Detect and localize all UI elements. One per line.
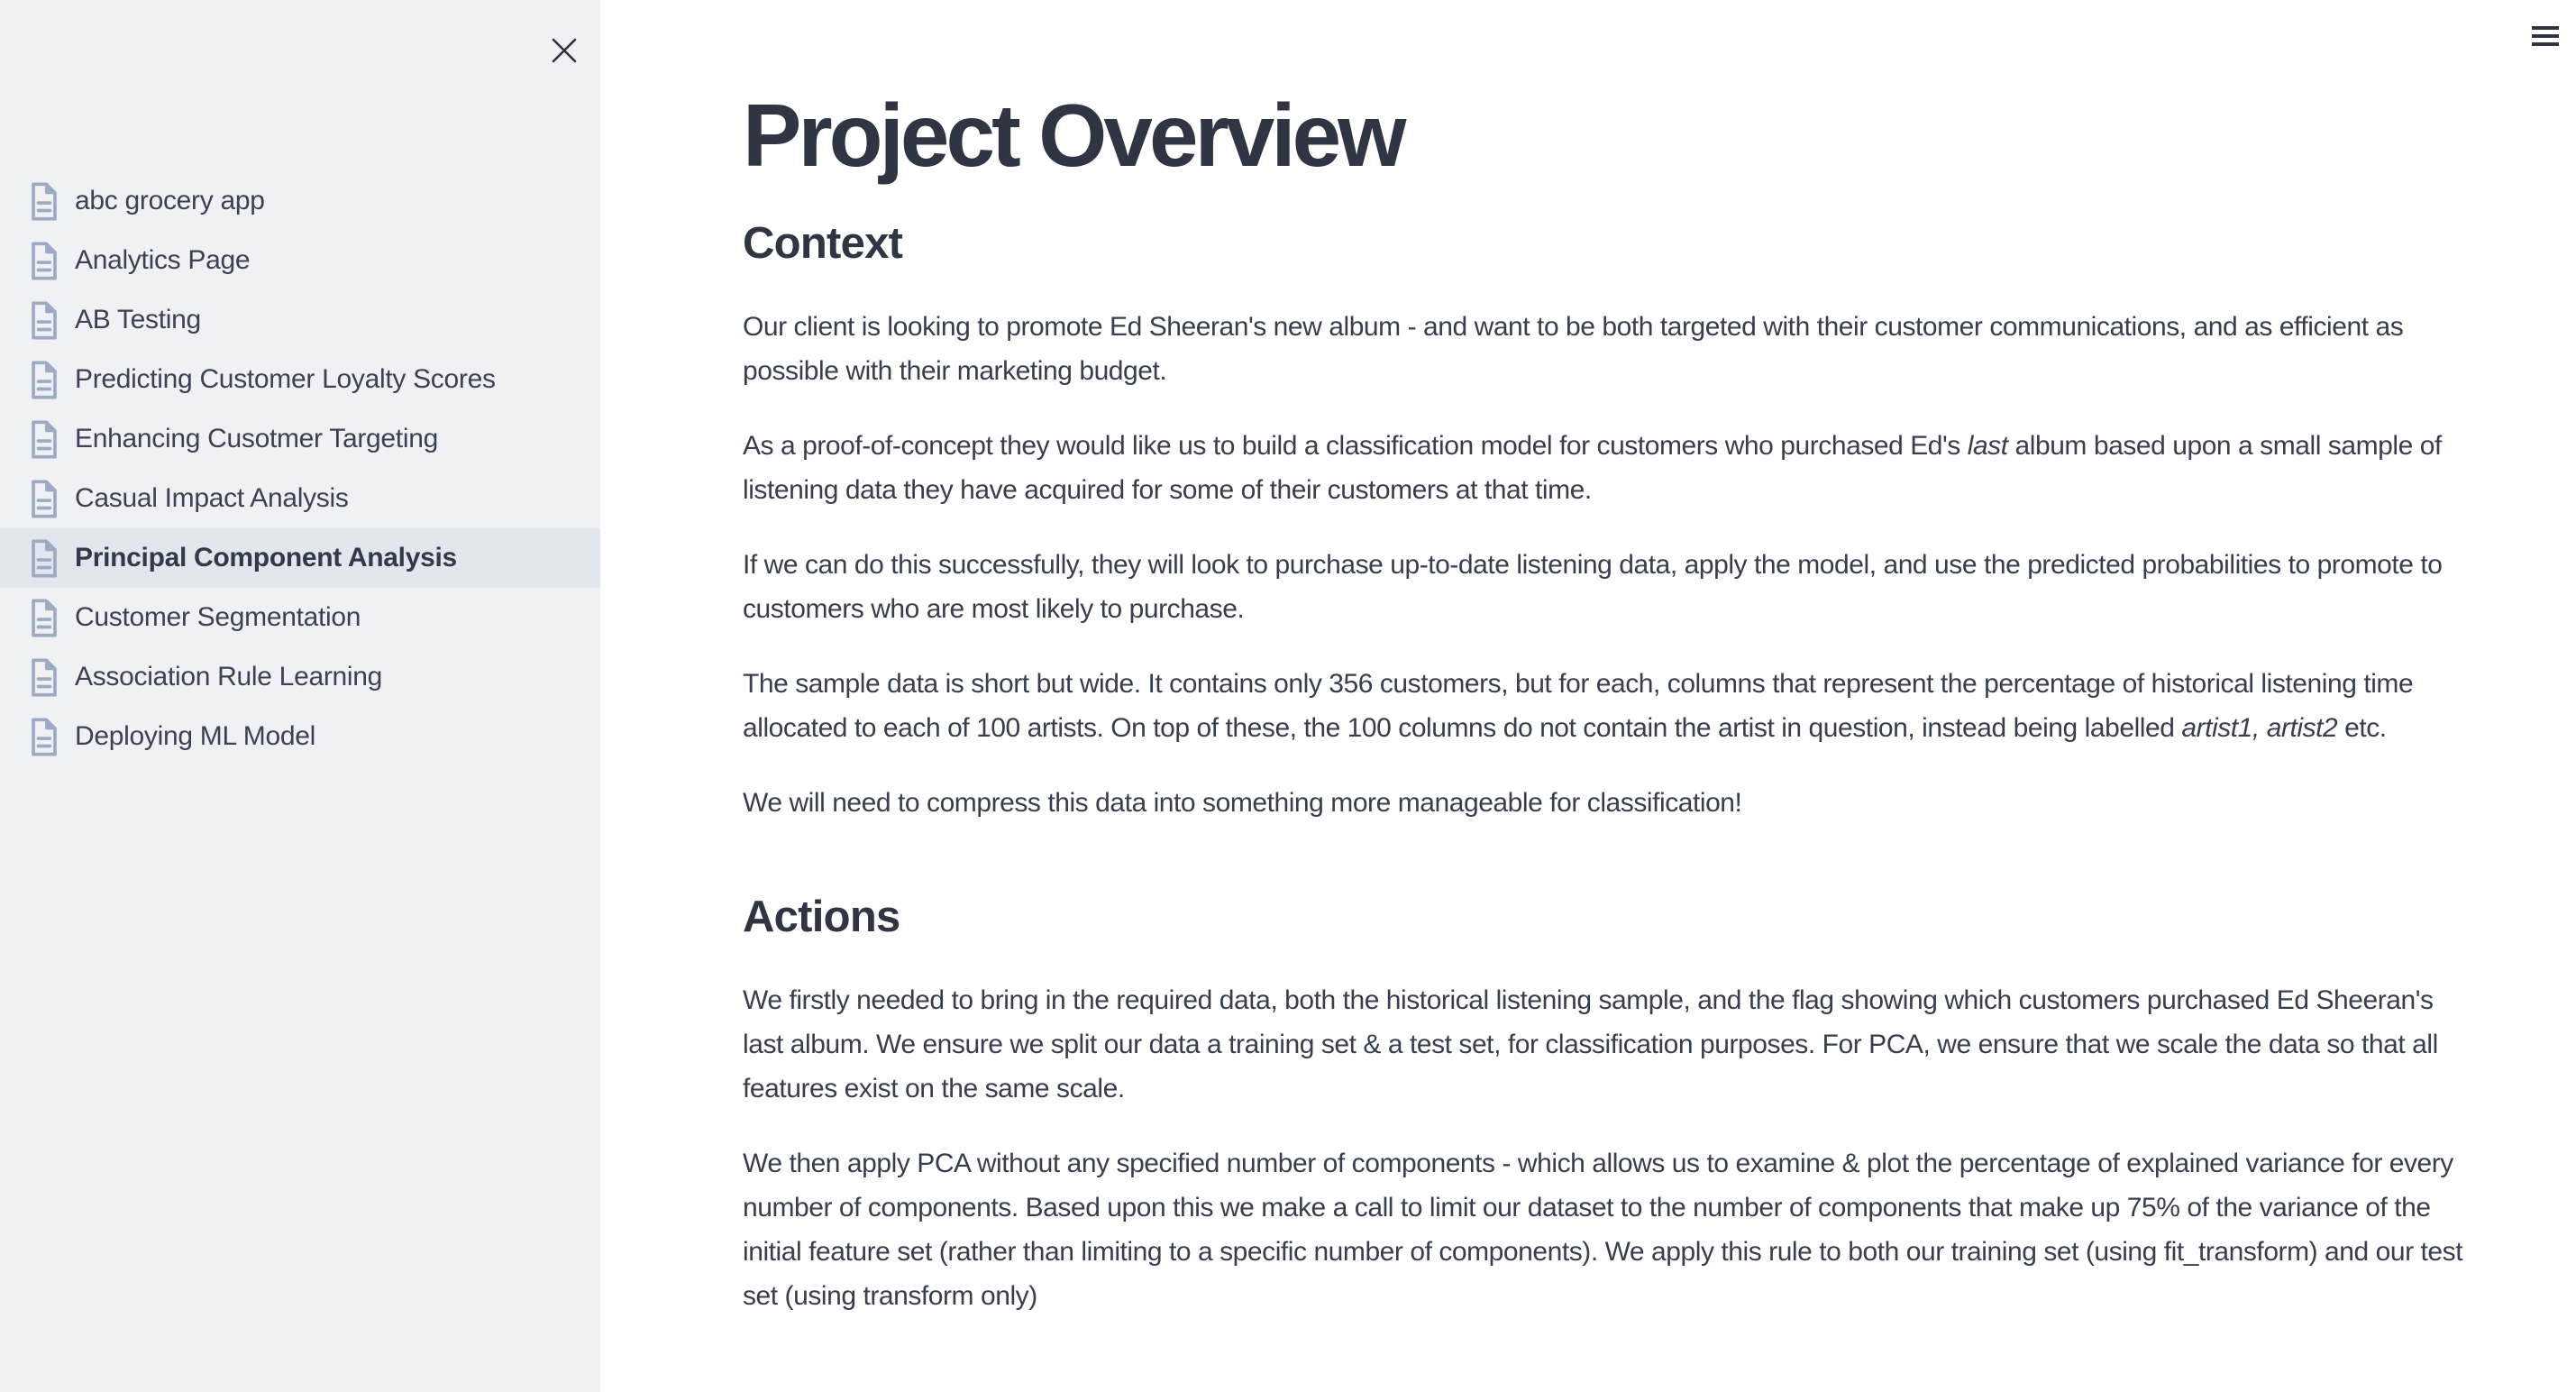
section-context xyxy=(743,182,2472,825)
sidebar xyxy=(0,0,600,1392)
paragraph: Our client is looking to promote Ed Sheeran's new album - and want to be both targeted with their customer communications, and as efficient as possible with their marketing budget. xyxy=(743,311,2404,386)
sidebar-item-label: Casual Impact Analysis xyxy=(75,483,349,513)
sidebar-item-casual-impact-analysis[interactable] xyxy=(0,469,600,528)
paragraph: If we can do this successfully, they will look to purchase up-to-date listening data, apply the model, and use the predicted probabilities to promote to customers who are most likely to purchase. xyxy=(743,549,2443,624)
document-icon xyxy=(29,599,59,637)
sidebar-item-customer-segmentation[interactable] xyxy=(0,588,600,647)
sidebar-item-label: Principal Component Analysis xyxy=(75,543,457,572)
document-icon xyxy=(29,658,59,697)
document-icon xyxy=(29,539,59,578)
document-icon xyxy=(29,242,59,280)
page-title: Project Overview xyxy=(743,86,1403,185)
sidebar-item-label: Predicting Customer Loyalty Scores xyxy=(75,364,496,394)
sidebar-close-button[interactable] xyxy=(546,32,582,69)
paragraph: The sample data is short but wide. It contains only 356 customers, but for each, columns that represent the percentage of historical listening time allocated to each of 100 artists. On top of these, the 100 columns do not contain the artist in question, instead being labelled artist1, artist2 etc. xyxy=(743,668,2414,743)
document-icon xyxy=(29,480,59,518)
paragraph: We firstly needed to bring in the required data, both the historical listening sample, and the flag showing which customers purchased Ed Sheeran's last album. We ensure we split our data a training set & a test set, for classification purposes. For PCA, we ensure that we scale the data so that all features exist on the same scale. xyxy=(743,984,2438,1104)
document-icon xyxy=(29,182,59,221)
document-icon xyxy=(29,718,59,756)
paragraph: As a proof-of-concept they would like us to build a classification model for customers who purchased Ed's last album based upon a small sample of listening data they have acquired for some of their customers at that time. xyxy=(743,430,2442,505)
sidebar-item-label: Enhancing Cusotmer Targeting xyxy=(75,424,438,453)
paragraph: We will need to compress this data into something more manageable for classification! xyxy=(743,787,1742,818)
section-actions xyxy=(743,856,2472,1318)
sidebar-item-label: Association Rule Learning xyxy=(75,662,383,691)
sidebar-item-label: Analytics Page xyxy=(75,245,251,275)
sidebar-item-label: abc grocery app xyxy=(75,186,265,215)
sidebar-nav xyxy=(0,171,600,766)
sidebar-item-label: Customer Segmentation xyxy=(75,602,361,632)
sidebar-item-principal-component-analysis[interactable] xyxy=(0,528,600,588)
sections xyxy=(743,182,2472,1318)
sidebar-item-deploying-ml-model[interactable] xyxy=(0,707,600,766)
section-heading-actions: Actions xyxy=(743,892,900,941)
sidebar-item-abc-grocery-app[interactable] xyxy=(0,171,600,231)
sidebar-item-analytics-page[interactable] xyxy=(0,231,600,290)
sidebar-item-enhancing-cusotmer-targeting[interactable] xyxy=(0,409,600,469)
document-icon xyxy=(29,420,59,459)
sidebar-item-predicting-customer-loyalty-scores[interactable] xyxy=(0,350,600,409)
close-icon xyxy=(551,37,578,64)
sidebar-item-label: Deploying ML Model xyxy=(75,721,315,751)
document-icon xyxy=(29,361,59,399)
sidebar-item-association-rule-learning[interactable] xyxy=(0,647,600,707)
document-icon xyxy=(29,301,59,340)
sidebar-item-ab-testing[interactable] xyxy=(0,290,600,350)
main-content xyxy=(600,0,2576,1392)
section-heading-context: Context xyxy=(743,218,903,268)
paragraph: We then apply PCA without any specified number of components - which allows us to examine & plot the percentage of explained variance for every number of components. Based upon this we make a call to limit our dataset to the number of components that make up 75% of the variance of the initial feature set (rather than limiting to a specific number of components). We apply this rule to both our training set (using fit_transform) and our test set (using transform only) xyxy=(743,1148,2463,1311)
sidebar-item-label: AB Testing xyxy=(75,305,201,334)
